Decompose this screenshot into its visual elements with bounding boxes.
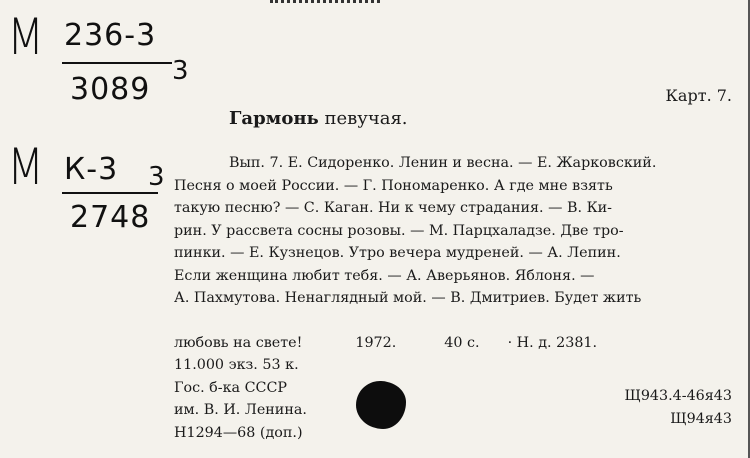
contents-line: А. Пахмутова. Ненаглядный мой. — В. Дмитриев. Будет жить [174, 290, 642, 306]
title-rest: певучая. [318, 108, 408, 129]
library-line-2: им. В. И. Ленина. [174, 402, 307, 418]
contents-line: пинки. — Е. Кузнецов. Утро вечера мудреней. — А. Лепин. [174, 245, 621, 261]
imprint-line [174, 332, 597, 355]
shelfmark-code-2: К-3 [64, 152, 119, 187]
contents-line: Песня о моей России. — Г. Пономаренко. А где мне взять [174, 177, 613, 194]
card-id: Н1294—68 (доп.) [174, 424, 303, 441]
shelfmark-code-1: 236-3 [64, 18, 157, 53]
class-code-1: Щ943.4-46я43 [624, 388, 732, 404]
shelfmark-number-1: 3089 [70, 72, 151, 107]
contents-line: Вып. 7. Е. Сидоренко. Ленин и весна. — Е. Жарковский. [229, 155, 657, 171]
classification-codes [625, 385, 732, 430]
imprint-year: 1972. [355, 335, 397, 351]
imprint-order: · Н. д. 2381. [507, 335, 598, 351]
print-run: 11.000 экз. 53 к. [174, 357, 299, 373]
card-number: Карт. 7. [665, 86, 732, 105]
top-dotted-rule [270, 0, 380, 7]
card-footer-left [174, 354, 307, 444]
imprint-pages: 40 с. [444, 335, 480, 351]
contents-note [174, 152, 740, 310]
shelfmark-number-2: 2748 [70, 200, 151, 235]
title-bold: Гармонь [229, 108, 319, 129]
ink-blot [356, 381, 406, 429]
shelfmark-rule-1 [62, 62, 172, 64]
shelfmark-mark-1: 3 [172, 56, 190, 86]
contents-line: такую песню? — С. Каган. Ни к чему страдания. — В. Ки- [174, 200, 613, 216]
contents-line: рин. У рассвета сосны розовы. — М. Парцхаладзе. Две тро- [174, 222, 624, 239]
imprint-text: любовь на свете! [174, 335, 303, 351]
class-code-2: Щ94я43 [670, 410, 732, 427]
shelfmark-letter-2: М [7, 138, 45, 196]
shelfmark-letter-1: М [7, 8, 45, 66]
contents-line: Если женщина любит тебя. — А. Аверьянов. Яблоня. — [174, 267, 595, 284]
shelfmark-rule-2 [62, 192, 158, 194]
work-title [229, 108, 408, 129]
library-line-1: Гос. б-ка СССР [174, 379, 288, 396]
shelfmark-mark-2: 3 [148, 162, 166, 192]
